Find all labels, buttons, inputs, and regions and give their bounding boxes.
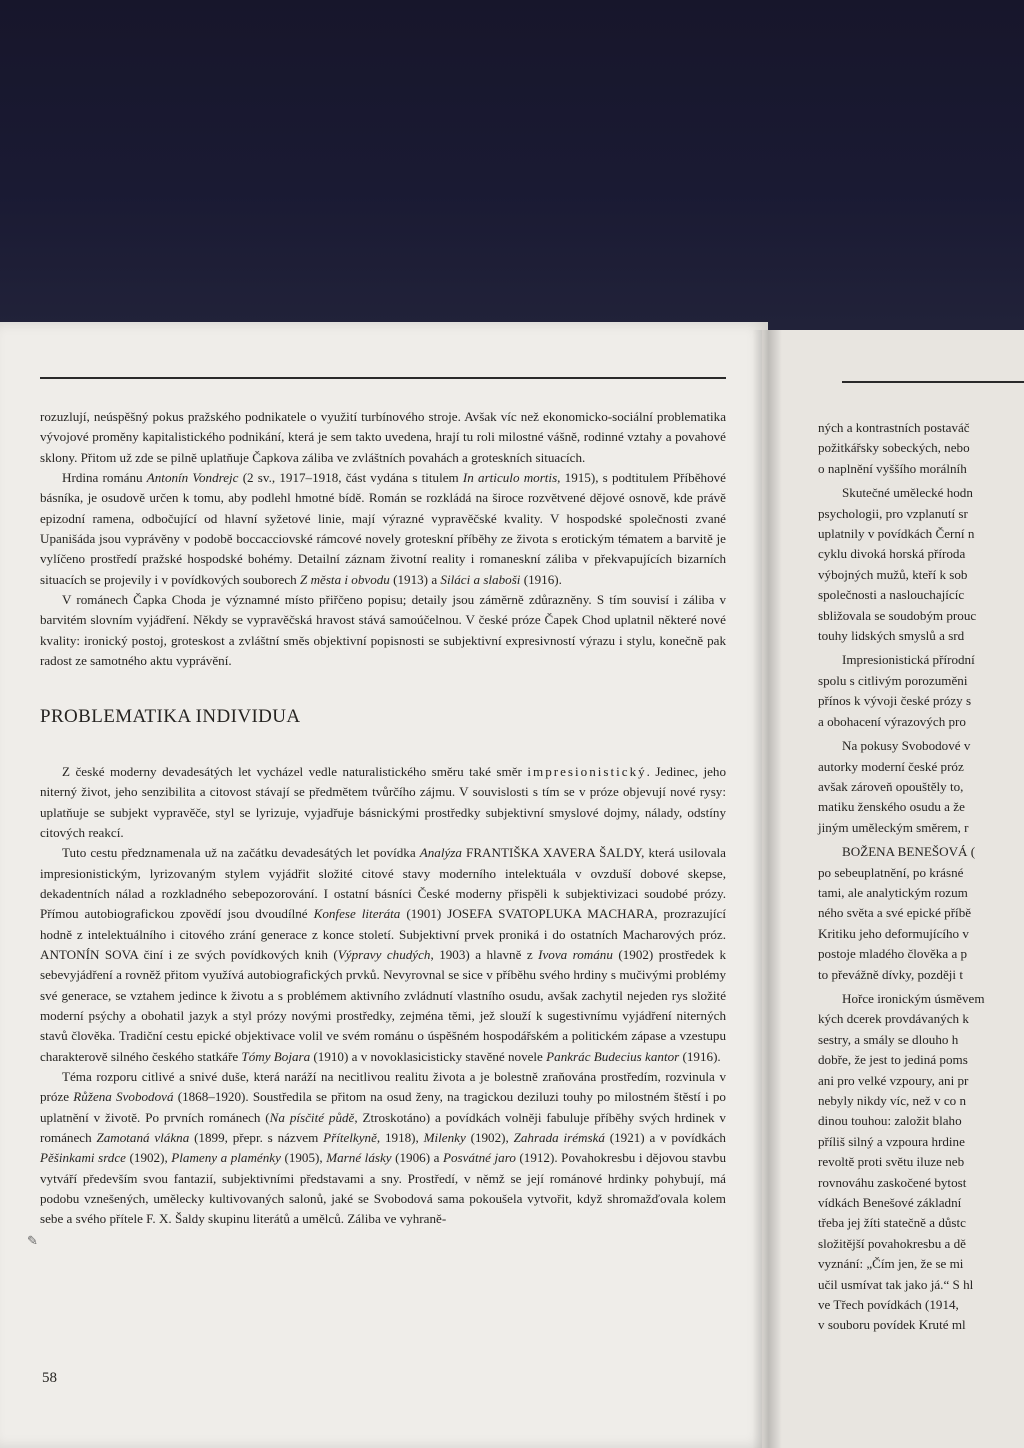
book-title: Posvátné jaro: [442, 1150, 516, 1166]
right-page-line: revoltě proti světu iluze neb: [818, 1154, 965, 1170]
right-page-line: učil usmívat tak jako já.“ S hl: [818, 1276, 974, 1292]
right-page-line: jiným uměleckým směrem, r: [818, 819, 969, 835]
text-span: , Ztroskotáno) a povídkách volněji fabuluje příběhy svých hrdinek v románech: [40, 1109, 726, 1145]
right-page-line: příliš silný a vzpoura hrdine: [818, 1133, 965, 1149]
book-title: Přítelkyně: [323, 1130, 377, 1145]
book-title: Pankrác Budecius kantor: [546, 1048, 680, 1064]
text-span: , 1918),: [376, 1130, 424, 1145]
text-span: Hrdina románu: [62, 470, 147, 486]
book-title: Zamotaná vlákna: [96, 1130, 190, 1145]
right-page-line: v souboru povídek Kruté ml: [818, 1317, 966, 1333]
section-heading: PROBLEMATIKA INDIVIDUA: [40, 706, 301, 728]
left-page-text: [40, 407, 726, 1230]
header-rule-left: [40, 377, 726, 379]
book-title: Marné lásky: [326, 1150, 392, 1166]
book-title: Pěšinkami srdce: [40, 1150, 126, 1166]
right-page-line: Kritiku jeho deformujícího v: [818, 925, 969, 941]
text-span: (1921) a v povídkách: [604, 1130, 726, 1145]
right-page-line: po sebeuplatnění, po krásné: [818, 864, 964, 880]
right-page-line: uplatnily v povídkách Černí n: [818, 526, 975, 542]
text-span: (1902) prostředek k sebevyjádření a rovněž přitom využívá autobiografických prvků. Nevyrovnal se sice v příběhu svého hrdiny s mučivými problémy své generace, se vztahem jedince k životu a s problémem aktivního zvládnutí vlastního osudu, avšak zachytil nejeden rys složité moderní psýchy a obohatil jazyk a styl prózy novými prostředky, zejména těmi, jež slouží k sugestivnímu vyjádření niterných stavů člověka. Tradiční cestu epické objektivace volil ve svém románu o úspěšném hospodářském a politickém zápase a vzestupu charakterově silného českého statkáře: [40, 946, 726, 1064]
right-page-line: kých dcerek provdávaných k: [818, 1011, 969, 1027]
right-page-line: nebyly nikdy víc, než v co n: [818, 1093, 966, 1108]
paragraph-vondrejc: [40, 468, 726, 590]
book-title: Antonín Vondrejc: [146, 470, 239, 486]
right-page-line: Hořce ironickým úsměvem: [842, 990, 985, 1006]
book-title: Z města i obvodu: [300, 571, 390, 587]
book-title: Ivova románu: [538, 946, 613, 962]
text-span: (2 sv., 1917–1918, část vydána s titulem: [238, 470, 463, 486]
right-page-text: [818, 418, 1024, 1336]
right-page-line: Na pokusy Svobodové v: [842, 738, 971, 754]
right-page-line: BOŽENA BENEŠOVÁ (: [842, 844, 976, 860]
text-span: , 1903) a hlavně z: [430, 946, 539, 962]
right-page-line: vídkách Benešové základní: [818, 1195, 962, 1211]
right-page-line: přínos k vývoji české prózy s: [818, 693, 972, 709]
text-span: (1906) a: [391, 1150, 443, 1166]
right-page-line: společnosti a naslouchajícíc: [818, 587, 965, 603]
text-span: (1868–1920). Soustředila se přitom na osud ženy, na tragickou deziluzi touhy po milostném štěstí i po uplatnění v životě. Po prvních románech (: [40, 1089, 726, 1125]
right-page-line: Impresionistická přírodní: [842, 652, 975, 668]
book-title: Siláci a slaboši: [440, 571, 521, 587]
right-page-line: tami, ale analytickým rozum: [818, 884, 968, 900]
text-span: . Jedinec, jeho niterný život, jeho senzibilita a citovost stávají se předmětem tvůrčího zájmu. V souvislosti s tím se v próze objevují nové rysy: uplatňuje se subjekt vypravěče, styl se lyrizuje, vyjadřuje básnickými prostředky subjektivní smyslové dojmy, nálady, odstíny citových reakcí.: [40, 763, 726, 840]
right-page-line: avšak zároveň opouštěly to,: [818, 778, 964, 794]
book-title: Zahrada irémská: [513, 1130, 605, 1145]
spaced-term: impresionistický: [527, 763, 647, 779]
author-name: Růžena Svobodová: [73, 1089, 174, 1105]
text-span: (1910) a v novoklasicisticky stavěné novele: [310, 1048, 547, 1064]
stray-mark-icon: ✎: [27, 1233, 38, 1248]
book-title: Výpravy chudých: [337, 946, 431, 962]
right-page-line: matiku ženského osudu a že: [818, 799, 965, 815]
right-page-line: dobře, že jest to jediná poms: [818, 1052, 968, 1068]
text-span: (1901) JOSEFA SVATOPLUKA MACHARA, prozrazující hodně z intelektuálního i citového zrání generace z konce století. Subjektivní prvek proniká i do ostatních Macharových próz. ANTONÍN SOVA činí i ze svých povídkových knih (: [40, 906, 727, 962]
paragraph-salda-machar-sova: [40, 843, 726, 1067]
text-span: Z české moderny devadesátých let vycházel vedle naturalistického směru také směr: [62, 763, 528, 779]
book-title: Na písčité půdě: [269, 1109, 355, 1125]
book-title: Plameny a plaménky: [171, 1150, 281, 1166]
dark-background: [0, 0, 1024, 345]
right-page-line: to převážně dívky, později t: [818, 966, 963, 982]
book-title: Analýza: [419, 845, 462, 861]
text-span: (1912). Povahokresbu i dějovou stavbu vytváří především svou fantazií, subjektivními představami a sny. Prostředí, v němž se její románové hrdinky pohybují, má podobu vznešených, umělecky kultivovaných salonů, jaké se Svobodová sama pokoušela vytvořit, když shromažďovala kolem sebe a svého přítele F. X. Šaldy skupinu literátů a umělců. Záliba ve vyhraně-: [40, 1150, 727, 1227]
header-rule-right: [842, 381, 1024, 383]
text-span: Téma rozporu citlivé a snivé duše, která naráží na necitlivou realitu života a je bolestně zraňována prostředím, rozvinula v próze: [40, 1068, 726, 1105]
paragraph-svobodova: [40, 1067, 726, 1230]
right-page-line: výbojných mužů, kteří k sob: [818, 566, 968, 582]
right-page-line: sbližovala se soudobým prouc: [818, 607, 977, 623]
right-page-line: a obohacení výrazových pro: [818, 713, 966, 729]
right-page-line: třeba jej žíti statečně a důstc: [818, 1215, 966, 1231]
right-page-line: Skutečné umělecké hodn: [842, 485, 973, 501]
right-page-line: touhy lidských smyslů a srd: [818, 628, 965, 644]
text-span: (1916).: [520, 571, 562, 587]
paragraph-intro: rozuzlují, neúspěšný pokus pražského podnikatele o využití turbínového stroje. Avšak víc než ekonomicko-sociální problematika vývojové proměny kapitalistického podnikání, která je sem takto uvedena, hrají tu roli milostné vášně, rodinné vztahy a povahové sklony. Přitom už zde se pilně uplatňuje Čapkova záliba ve zvláštních povahách a groteskních situacích.: [40, 409, 726, 465]
paragraph-impresionismus: [40, 762, 726, 843]
text-span: (1913) a: [389, 571, 441, 587]
book-title: Tómy Bojara: [241, 1048, 311, 1064]
right-page-line: požitkářsky sobeckých, nebo: [818, 440, 970, 456]
text-span: (1902),: [465, 1130, 514, 1145]
book-title: In articulo mortis: [462, 470, 558, 486]
book-gutter: [752, 330, 782, 1448]
right-page-line: rovnováhu zaskočené bytost: [818, 1174, 967, 1190]
right-page-line: ných a kontrastních postaváč: [818, 420, 970, 435]
right-page-line: vyznání: „Čím jen, že se mi: [818, 1256, 964, 1272]
book-title: Milenky: [423, 1130, 466, 1145]
text-span: (1905),: [280, 1150, 327, 1166]
right-page-line: ani pro velké vzpoury, ani pr: [818, 1072, 969, 1088]
right-page-line: ve Třech povídkách (1914,: [818, 1297, 959, 1313]
right-page-line: sestry, a smály se dlouho h: [818, 1031, 959, 1047]
right-page-line: o naplnění vyššího morálníh: [818, 460, 967, 476]
text-span: (1916).: [679, 1048, 721, 1064]
right-page-line: ného světa a své epické příbě: [818, 905, 972, 921]
right-page-line: postoje mladého člověka a p: [818, 946, 968, 962]
text-span: , 1915), s podtitulem Příběhové básníka, je osudově určen k tomu, aby podlehl hmotné bídě. Román se rozkládá na široce rozvětvené dějové osnově, kde právě epizodní ramena, odbočující od hlavní syžetové linie, mají výrazné vypravěčské kvality. V hospodské společnosti zvané Upanišáda jsou vyprávěny v podobě boccacciovské rámcové novely groteskní příběhy ze života s erotickým tématem a barvitě je vylíčeno prostředí pražské hospodské bohémy. Detailní záznam životní reality i romaneskní záliba v překvapujících bizarních situacích se projevily i v povídkových souborech: [40, 470, 726, 587]
page-number: 58: [42, 1370, 57, 1386]
paragraph-capek-chod: V románech Čapka Choda je významné místo přiřčeno popisu; detaily jsou záměrně zdůrazněny. S tím souvisí i záliba v barvitém slovním vyjádření. Někdy se vypravěčská hravost stává samoúčelnou. V české próze Čapek Chod uplatnil některé nové kvality: ironický postoj, groteskost a zvláštní směs objektivní popisnosti se subjektivní expresivností výrazu i stylu, konečně pak radost ze samotného aktu vyprávění.: [40, 592, 726, 669]
right-page-line: psychologii, pro vzplanutí sr: [818, 505, 968, 521]
text-span: Tuto cestu předznamenala už na začátku devadesátých let povídka: [62, 845, 420, 861]
right-page-line: cyklu divoká horská příroda: [818, 546, 966, 562]
text-span: (1899, přepr. s názvem: [189, 1130, 324, 1145]
book-title: Konfese literáta: [313, 906, 401, 922]
right-page-line: autorky moderní české próz: [818, 758, 964, 774]
right-page-line: dinou touhou: založit blaho: [818, 1113, 962, 1129]
right-page-line: složitější povahokresbu a dě: [818, 1235, 966, 1251]
text-span: FRANTIŠKA XAVERA ŠALDY, která usilovala impresionistickým, lyrizovaným stylem vyjádřit složité citové stavy moderního intelektuála v ovzduší dobové skepse, dekadentních nálad a rozkladného sebepozorování. I ostatní básníci České moderny přispěli k subjektivizaci soudobé prózy. Přímou autobiografickou zpovědí jsou dvoudílné: [40, 845, 726, 922]
text-span: (1902),: [125, 1150, 172, 1166]
right-page-line: spolu s citlivým porozuměni: [818, 672, 968, 688]
